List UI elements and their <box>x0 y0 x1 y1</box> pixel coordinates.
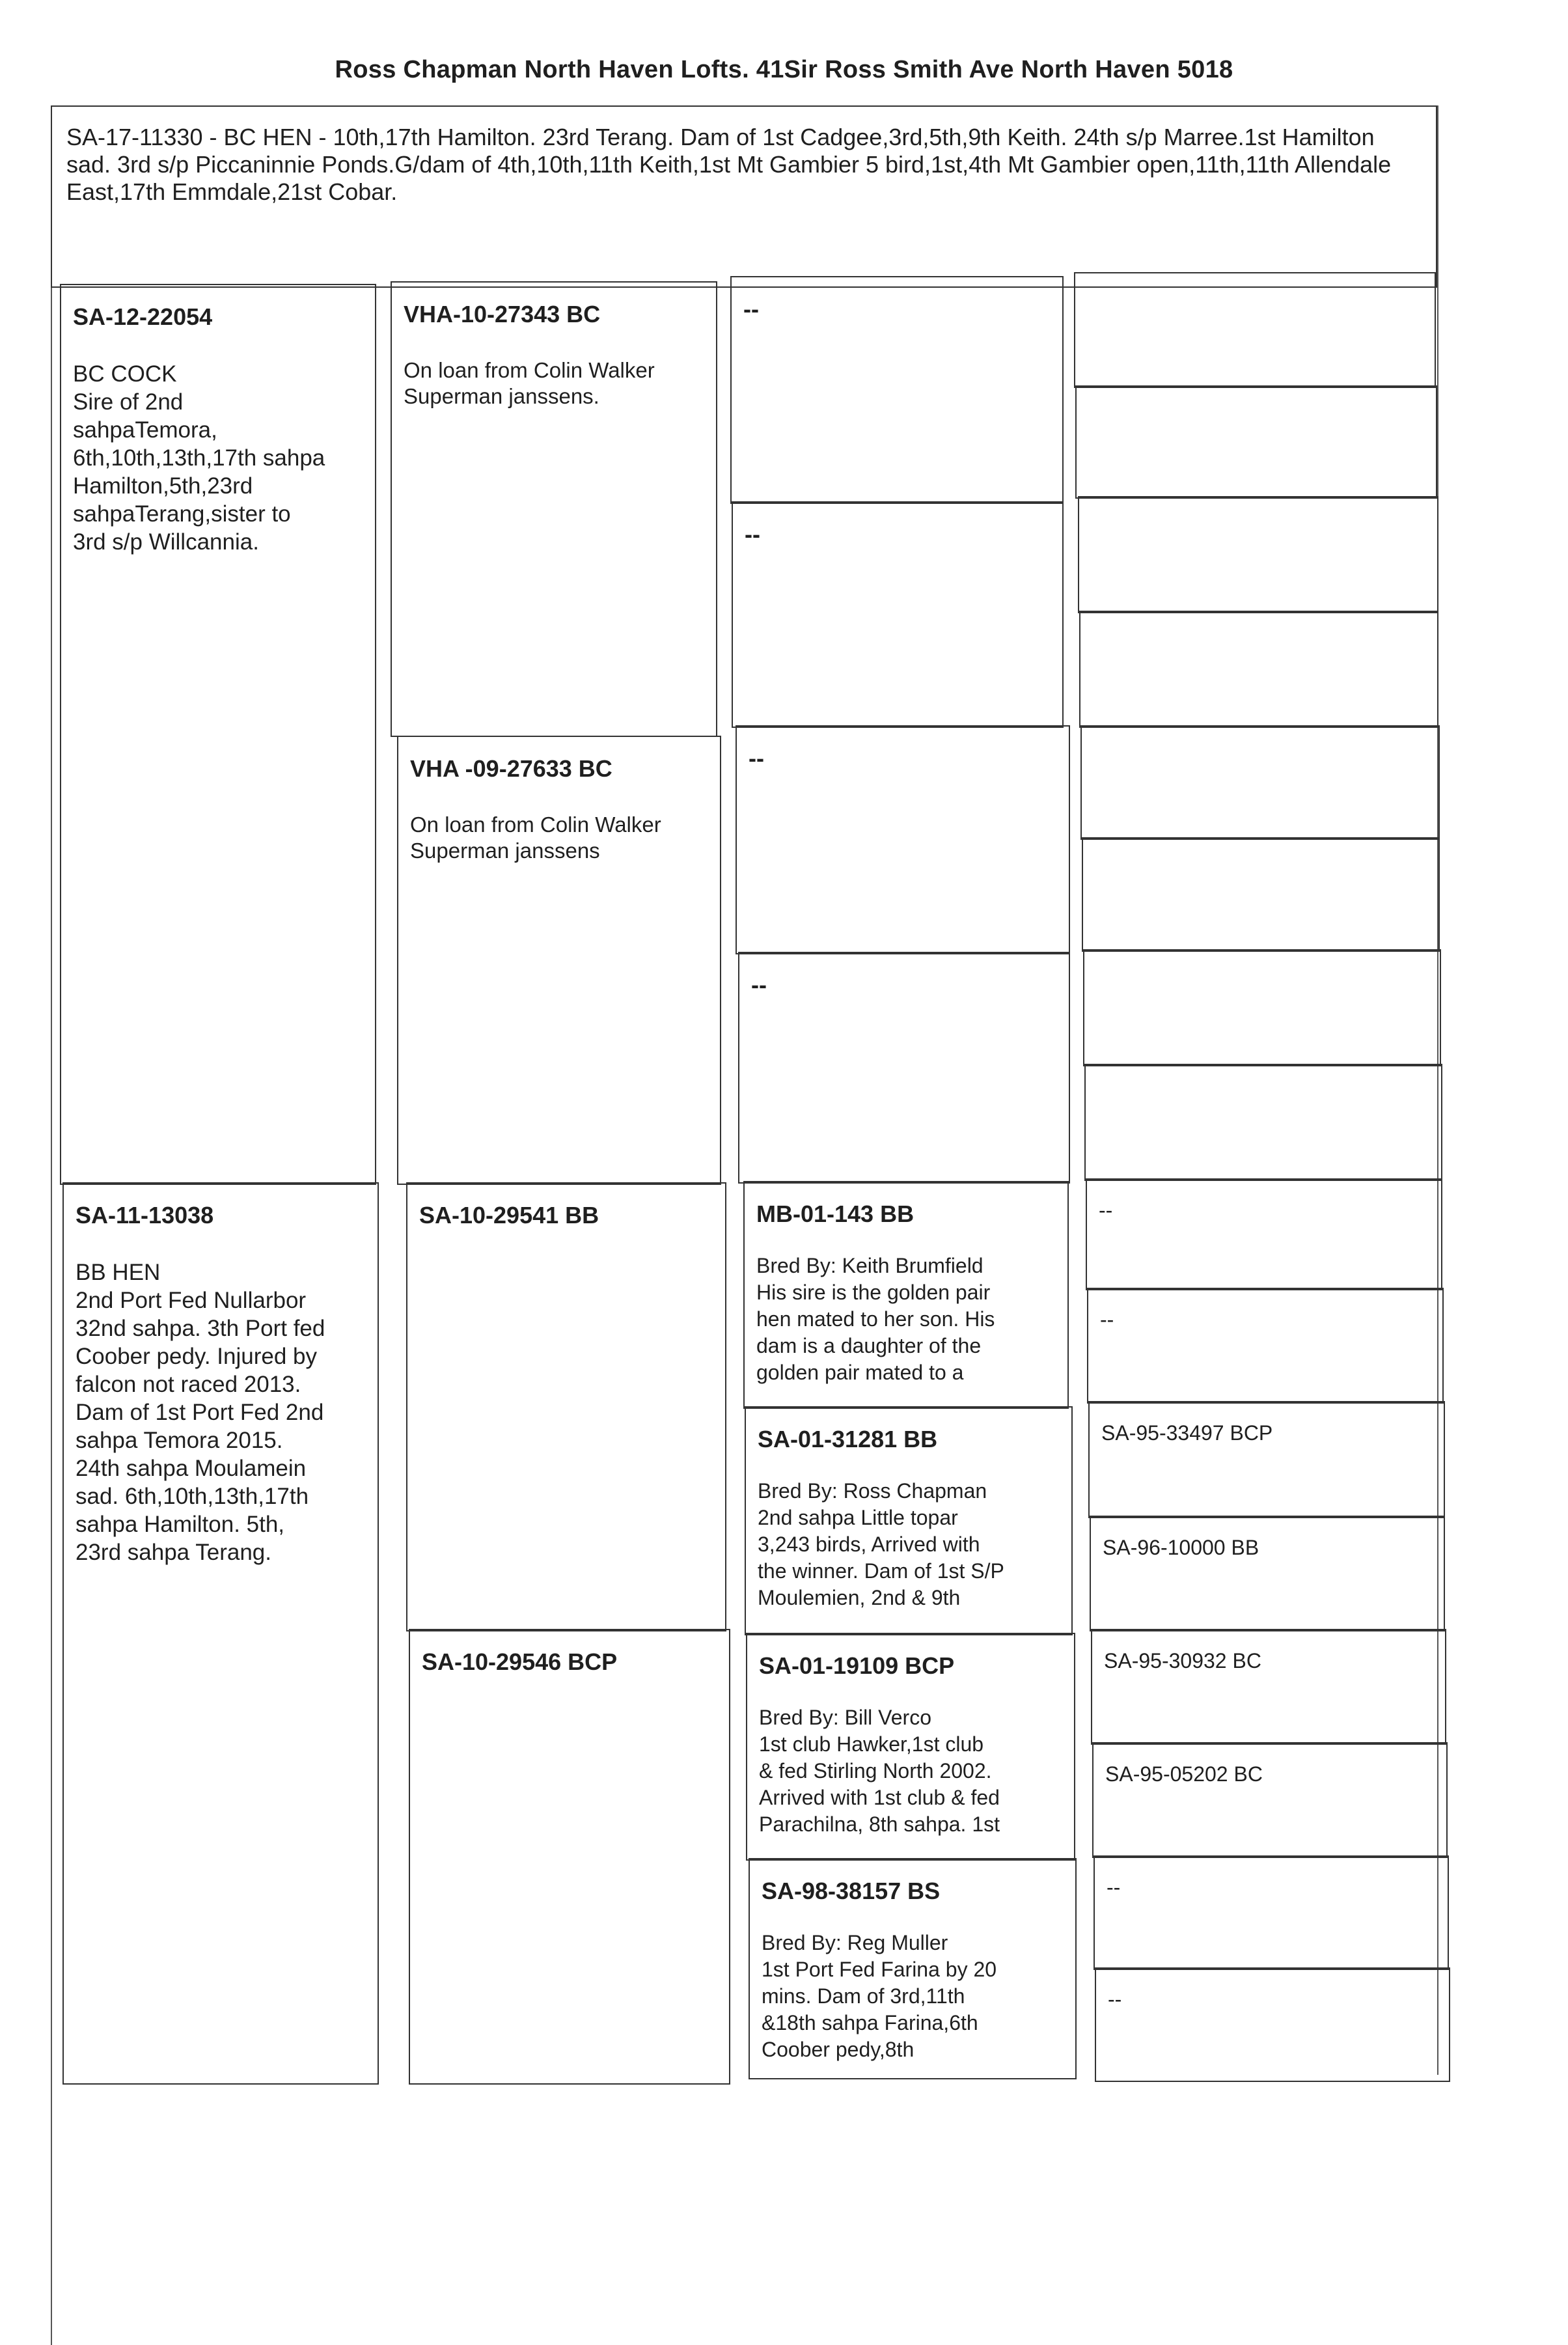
gen2-notes-1: On loan from Colin Walker Superman janssens. <box>404 358 655 408</box>
page-title: Ross Chapman North Haven Lofts. 41Sir Ross Smith Ave North Haven 5018 <box>335 56 1233 83</box>
gen3-id-8: SA-98-38157 BS <box>762 1878 941 1904</box>
gen4-cell-12 <box>1090 1516 1445 1631</box>
gen2-id-1: VHA-10-27343 BC <box>404 301 601 327</box>
gen3-notes-8: Bred By: Reg Muller 1st Port Fed Farina by 20 mins. Dam of 3rd,11th &18th sahpa Farina,6th Coober pedy,8th <box>762 1931 997 2061</box>
gen4-cell-7 <box>1083 949 1441 1066</box>
gen1-dam-id: SA-11-13038 <box>76 1202 214 1228</box>
gen1-dam-notes: BB HEN 2nd Port Fed Nullarbor 32nd sahpa. 3th Port fed Coober pedy. Injured by falcon not raced 2013. Dam of 1st Port Fed 2nd sahpa Temora 2015. 24th sahpa Moulamein sad. 6th,10th,13th,17th sahpa Hamilton. 5th, 23rd sahpa Terang. <box>76 1260 325 1565</box>
gen4-id-13: SA-95-30932 BC <box>1104 1649 1261 1672</box>
gen4-id-15: -- <box>1107 1876 1121 1899</box>
gen4-cell-9 <box>1086 1178 1442 1290</box>
gen1-sire-id: SA-12-22054 <box>73 303 213 330</box>
gen3-cell-7 <box>746 1633 1075 1861</box>
gen3-id-6: SA-01-31281 BB <box>758 1426 938 1452</box>
gen3-cell-8 <box>749 1858 1077 2079</box>
gen2-cell-1 <box>391 281 717 737</box>
gen1-sire-notes: BC COCK Sire of 2nd sahpaTemora, 6th,10th,13th,17th sahpa Hamilton,5th,23rd sahpaTerang,sister to 3rd s/p Willcannia. <box>73 361 325 555</box>
pedigree-left-edge <box>51 288 52 2345</box>
gen2-id-2: VHA -09-27633 BC <box>410 755 612 782</box>
gen3-notes-7: Bred By: Bill Verco 1st club Hawker,1st club & fed Stirling North 2002. Arrived with 1st club & fed Parachilna, 8th sahpa. 1st <box>759 1706 1000 1836</box>
gen4-cell-16 <box>1095 1967 1450 2082</box>
gen3-id-1: -- <box>743 296 759 322</box>
gen3-notes-6: Bred By: Ross Chapman 2nd sahpa Little topar 3,243 birds, Arrived with the winner. Dam of 1st S/P Moulemien, 2nd & 9th <box>758 1479 1004 1609</box>
gen4-cell-15 <box>1093 1855 1449 1970</box>
gen4-cell-10 <box>1087 1288 1444 1404</box>
gen1-sire-cell <box>60 284 376 1185</box>
gen2-notes-2: On loan from Colin Walker Superman janssens <box>410 812 661 863</box>
gen3-cell-6 <box>745 1406 1073 1635</box>
gen4-cell-8 <box>1084 1064 1442 1181</box>
gen4-cell-3 <box>1078 496 1438 613</box>
gen3-id-4: -- <box>751 971 767 998</box>
gen4-id-16: -- <box>1108 1988 1122 2011</box>
gen3-cell-2 <box>732 501 1064 728</box>
subject-bird-box <box>51 105 1437 288</box>
gen3-id-2: -- <box>745 521 760 548</box>
gen3-id-7: SA-01-19109 BCP <box>759 1652 955 1679</box>
gen3-cell-1 <box>730 276 1064 504</box>
gen4-id-14: SA-95-05202 BC <box>1105 1762 1263 1786</box>
gen4-cell-5 <box>1080 725 1440 840</box>
gen4-cell-6 <box>1082 837 1440 952</box>
gen3-cell-5 <box>743 1181 1069 1409</box>
gen2-cell-2 <box>397 736 721 1185</box>
subject-bird-text: SA-17-11330 - BC HEN - 10th,17th Hamilton. 23rd Terang. Dam of 1st Cadgee,3rd,5th,9th Keith. 24th s/p Marree.1st Hamilton sad. 3rd s/p Piccaninnie Ponds.G/dam of 4th,10th,11th Keith,1st Mt Gambier 5 bird,1st,4th Mt Gambier open,11th,11th Allendale East,17th Emmdale,21st Cobar. <box>66 124 1392 205</box>
gen4-cell-13 <box>1091 1629 1446 1745</box>
gen2-cell-3 <box>406 1182 726 1631</box>
gen2-cell-4 <box>409 1629 730 2085</box>
gen3-cell-3 <box>736 725 1070 954</box>
gen4-cell-1 <box>1074 272 1436 388</box>
gen4-cell-14 <box>1092 1742 1448 1858</box>
gen1-dam-cell <box>62 1182 379 2085</box>
gen4-id-11: SA-95-33497 BCP <box>1101 1421 1273 1445</box>
gen4-cell-4 <box>1079 611 1438 728</box>
gen4-id-9: -- <box>1099 1199 1113 1222</box>
gen4-id-10: -- <box>1100 1308 1114 1331</box>
gen4-cell-11 <box>1088 1401 1445 1518</box>
gen4-cell-2 <box>1075 385 1437 499</box>
gen2-id-3: SA-10-29541 BB <box>419 1202 599 1228</box>
gen3-id-3: -- <box>749 745 764 771</box>
gen3-notes-5: Bred By: Keith Brumfield His sire is the golden pair hen mated to her son. His dam is a daughter of the golden pair mated to a <box>756 1254 995 1384</box>
gen3-id-5: MB-01-143 BB <box>756 1200 915 1227</box>
gen2-id-4: SA-10-29546 BCP <box>422 1648 618 1675</box>
gen4-id-12: SA-96-10000 BB <box>1103 1536 1259 1559</box>
gen3-cell-4 <box>738 952 1070 1184</box>
